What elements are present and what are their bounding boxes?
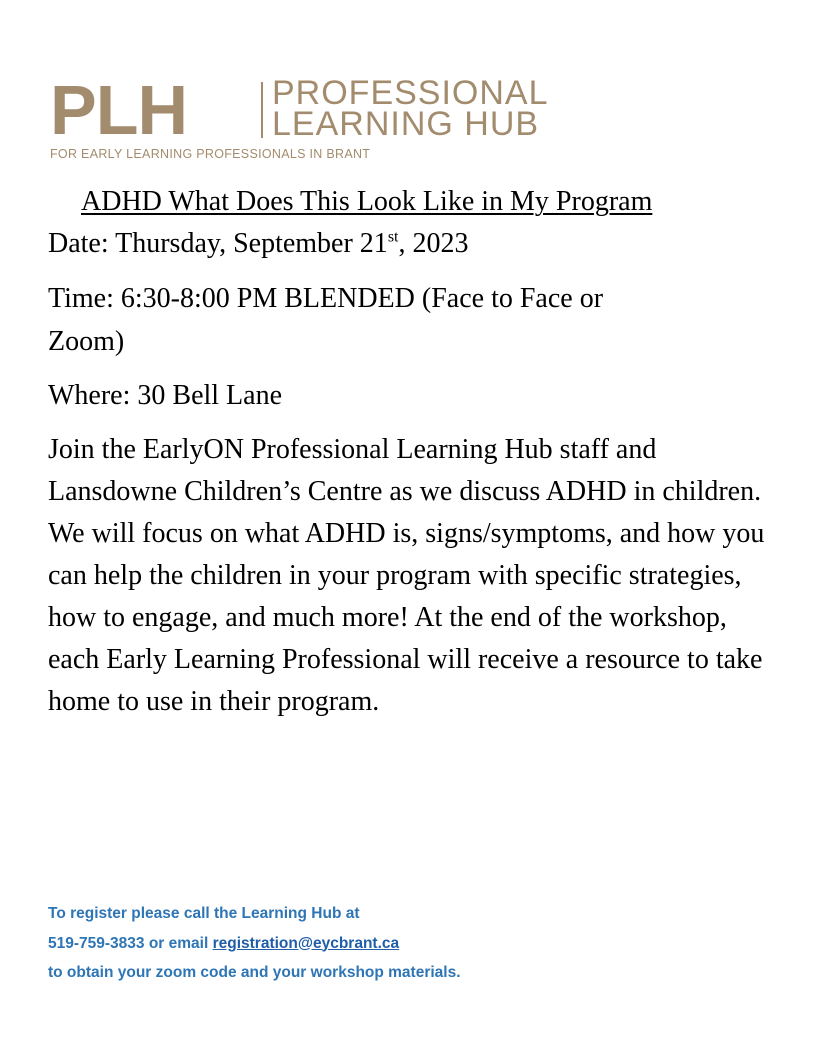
- logo-tagline: FOR EARLY LEARNING PROFESSIONALS IN BRANT: [50, 147, 371, 161]
- event-location: Where: 30 Bell Lane: [48, 380, 283, 411]
- event-date-prefix: Date: Thursday, September 21: [48, 228, 388, 259]
- event-time-line1: Time: 6:30-8:00 PM BLENDED (Face to Face or: [48, 283, 604, 314]
- registration-line2: [48, 929, 461, 959]
- event-date-year: , 2023: [398, 228, 469, 259]
- registration-email-link[interactable]: registration@eycbrant.ca: [212, 934, 400, 952]
- logo: [50, 71, 590, 166]
- event-description: Join the EarlyON Professional Learning Hub staff and Lansdowne Children’s Centre as we discuss ADHD in children. We will focus on what ADHD is, signs/symptoms, and how you can help the children in your program with specific strategies, how to engage, and much more! At the end of the workshop, each Early Learning Professional will receive a resource to take home to use in their program.: [48, 434, 765, 717]
- logo-mark: PLH: [50, 71, 187, 149]
- logo-name-line2: LEARNING HUB: [272, 105, 540, 143]
- registration-line1: To register please call the Learning Hub at: [48, 905, 360, 922]
- registration-info: [48, 899, 461, 988]
- registration-line3: to obtain your zoom code and your workshop materials.: [48, 964, 461, 981]
- event-date-ordinal: st: [387, 228, 399, 246]
- event-date: [48, 226, 468, 262]
- logo-divider: [261, 82, 263, 138]
- logo-name: [272, 74, 549, 143]
- event-time-line2: Zoom): [48, 326, 125, 357]
- logo-name-line1: PROFESSIONAL: [272, 74, 549, 112]
- registration-phone: 519-759-3833 or email: [48, 934, 213, 952]
- event-title: ADHD What Does This Look Like in My Program: [81, 186, 653, 217]
